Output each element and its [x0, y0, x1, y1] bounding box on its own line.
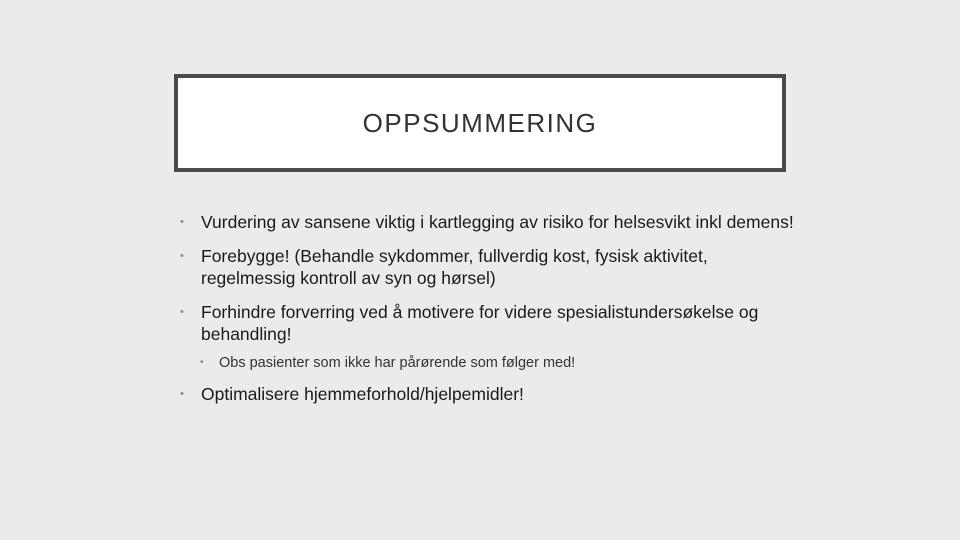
- bullet-item: [167, 301, 797, 345]
- bullet-text: Optimalisere hjemmeforhold/hjelpemidler!: [201, 384, 524, 404]
- bullet-text: Forebygge! (Behandle sykdommer, fullverdig kost, fysisk aktivitet, regelmessig kontroll av syn og hørsel): [201, 246, 708, 288]
- bullet-item: [167, 245, 797, 289]
- sub-bullet-item: [167, 353, 797, 373]
- bullet-list: [167, 211, 797, 405]
- sub-bullet-text: Obs pasienter som ikke har pårørende som følger med!: [219, 355, 576, 371]
- bullet-text: Vurdering av sansene viktig i kartlegging av risiko for helsesvikt inkl demens!: [201, 212, 794, 232]
- bullet-dot-icon: •: [180, 388, 184, 400]
- title-box: [174, 74, 786, 172]
- bullet-text: Forhindre forverring ved å motivere for videre spesialistundersøkelse og behandling!: [201, 302, 759, 344]
- bullet-dot-icon: •: [180, 250, 184, 262]
- bullet-dot-icon: •: [180, 216, 184, 228]
- bullet-dot-icon: •: [180, 306, 184, 318]
- bullet-item: [167, 383, 797, 405]
- slide-title: OPPSUMMERING: [362, 107, 598, 138]
- bullet-dot-icon: •: [200, 357, 204, 368]
- bullet-item: [167, 211, 797, 233]
